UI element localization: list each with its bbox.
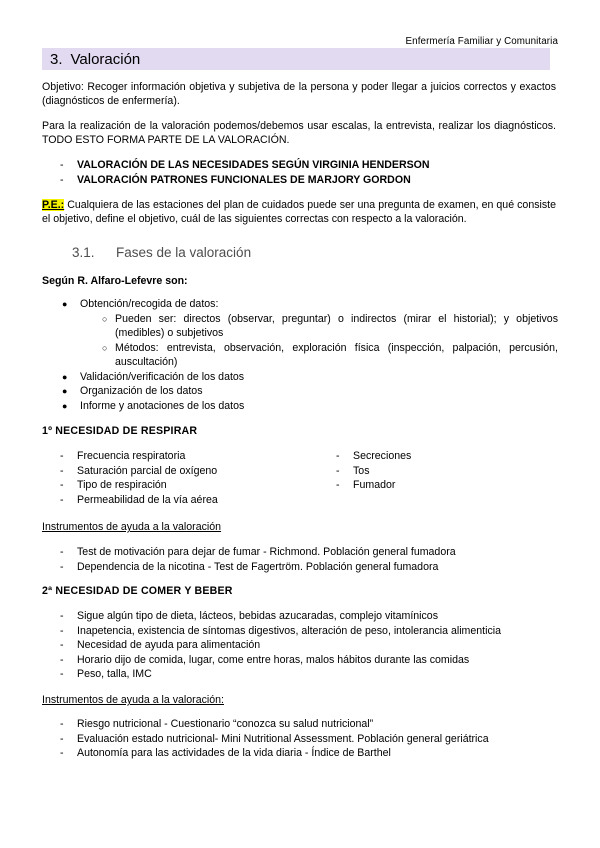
list-item (336, 449, 411, 464)
dash-marker: - (60, 653, 64, 666)
circle-marker: ○ (102, 313, 108, 324)
respirar-left-4: Permeabilidad de la vía aérea (77, 493, 218, 506)
dash-marker: - (336, 479, 340, 491)
respirar-right-1: Secreciones (353, 450, 412, 462)
pe-label: P.E.: (42, 199, 65, 211)
dash-marker: - (60, 668, 64, 680)
segun-line: Según R. Alfaro-Lefevre son: (42, 275, 188, 287)
section-number: 3. (50, 50, 63, 68)
bullet-marker: ● (62, 386, 68, 396)
section-title: Valoración (70, 50, 141, 68)
valoracion-gordon: VALORACIÓN PATRONES FUNCIONALES DE MARJORY GORDON (77, 173, 411, 186)
list-item (60, 449, 218, 464)
dash-marker: - (60, 610, 64, 622)
list-item (60, 158, 430, 173)
list-item (60, 746, 489, 761)
subsection-heading (72, 245, 251, 260)
fase-sub-list (102, 312, 558, 370)
dash-marker: - (60, 639, 64, 651)
list-item (60, 545, 456, 560)
running-header: Enfermería Familiar y Comunitaria (405, 36, 558, 47)
subsection-title: Fases de la valoración (116, 245, 252, 260)
realizacion-paragraph: Para la realización de la valoración podemos/debemos usar escalas, la entrevista, realizar los diagnósticos. TODO ESTO FORMA PARTE DE LA VALORACIÓN. (42, 120, 556, 147)
list-item (60, 493, 218, 508)
dash-marker: - (60, 464, 64, 477)
respirar-right-3: Fumador (353, 479, 396, 491)
respirar-left-1: Frecuencia respiratoria (77, 450, 186, 462)
dash-marker: - (60, 718, 64, 730)
respirar-instrumentos-heading: Instrumentos de ayuda a la valoración (42, 521, 222, 533)
comer-heading: 2ª NECESIDAD DE COMER Y BEBER (42, 585, 233, 597)
respirar-heading: 1º NECESIDAD DE RESPIRAR (42, 425, 198, 437)
fase-item-3: Organización de los datos (80, 385, 203, 397)
valoracion-henderson: VALORACIÓN DE LAS NECESIDADES SEGÚN VIRGINIA HENDERSON (77, 159, 430, 171)
dash-marker: - (60, 159, 64, 171)
section-heading-bar (42, 48, 550, 70)
respirar-right-2: Tos (353, 464, 370, 477)
list-item (62, 370, 558, 385)
sub-list-item (102, 312, 558, 341)
list-item (60, 560, 456, 575)
list-item (336, 464, 411, 479)
list-item (62, 384, 558, 399)
comer-item-1: Sigue algún tipo de dieta, lácteos, bebidas azucaradas, complejo vitamínicos (77, 610, 438, 622)
fase-item-2: Validación/verificación de los datos (80, 370, 245, 383)
list-item (60, 173, 430, 188)
dash-marker: - (60, 560, 64, 573)
list-item (60, 478, 218, 493)
respirar-instrumentos-list (60, 545, 456, 574)
list-item (60, 667, 501, 682)
respirar-instr-2: Dependencia de la nicotina - Test de Fagertröm. Población general fumadora (77, 560, 439, 573)
comer-list (60, 609, 501, 682)
valoracion-list (60, 158, 430, 187)
list-item (62, 297, 558, 312)
bullet-marker: ● (62, 299, 68, 309)
dash-marker: - (60, 493, 64, 506)
respirar-instr-1: Test de motivación para dejar de fumar - Richmond. Población general fumadora (77, 546, 456, 558)
bullet-marker: ● (62, 371, 68, 382)
comer-instr-2: Evaluación estado nutricional- Mini Nutritional Assessment. Población general geriátrica (77, 732, 489, 745)
circle-marker: ○ (102, 342, 108, 353)
dash-marker: - (60, 173, 64, 186)
dash-marker: - (60, 450, 64, 462)
comer-instr-1: Riesgo nutricional - Cuestionario “conozca su salud nutricional” (77, 718, 374, 730)
comer-item-4: Horario dijo de comida, lugar, come entre horas, malos hábitos durante las comidas (77, 653, 470, 666)
dash-marker: - (60, 546, 64, 558)
dash-marker: - (336, 450, 340, 462)
respirar-left-2: Saturación parcial de oxígeno (77, 464, 218, 477)
sub-list-item (102, 341, 558, 370)
respirar-left-3: Tipo de respiración (77, 479, 167, 491)
bullet-marker: ● (62, 400, 68, 411)
list-item (60, 717, 489, 732)
objetivo-paragraph: Objetivo: Recoger información objetiva y subjetiva de la persona y poder llegar a juicios correctos y exactos (diagnósticos de enfermería). (42, 81, 556, 108)
fase-sub-1: Pueden ser: directos (observar, preguntar) o indirectos (mirar el historial); y objetivos (medibles) o subjetivos (115, 312, 558, 339)
respirar-left-list (60, 449, 218, 507)
comer-item-3: Necesidad de ayuda para alimentación (77, 639, 261, 651)
pe-paragraph (42, 198, 556, 227)
comer-item-2: Inapetencia, existencia de síntomas digestivos, alteración de peso, intolerancia alimenticia (77, 624, 501, 637)
list-item (60, 464, 218, 479)
dash-marker: - (336, 464, 340, 477)
list-item (60, 638, 501, 653)
fases-list (62, 297, 558, 413)
subsection-number: 3.1. (72, 245, 95, 260)
dash-marker: - (60, 624, 64, 637)
fase-item-1: Obtención/recogida de datos: (80, 298, 219, 310)
list-item (336, 478, 411, 493)
comer-instrumentos-heading: Instrumentos de ayuda a la valoración: (42, 694, 224, 706)
dash-marker: - (60, 747, 64, 759)
fase-sub-2: Métodos: entrevista, observación, exploración física (inspección, palpación, percusión, auscultación) (115, 341, 558, 368)
list-item (60, 653, 501, 668)
list-item (60, 732, 489, 747)
dash-marker: - (60, 732, 64, 745)
comer-instr-3: Autonomía para las actividades de la vida diaria - Índice de Barthel (77, 747, 391, 759)
list-item (60, 624, 501, 639)
list-item (62, 399, 558, 414)
fase-item-4: Informe y anotaciones de los datos (80, 399, 245, 412)
comer-instrumentos-list (60, 717, 489, 761)
pe-text: Cualquiera de las estaciones del plan de cuidados puede ser una pregunta de examen, en qué consiste el objetivo, define el objetivo, cuál de las siguientes correctas con respecto a la valoración. (42, 199, 556, 226)
dash-marker: - (60, 479, 64, 491)
respirar-right-list (336, 449, 411, 493)
list-item (60, 609, 501, 624)
comer-item-5: Peso, talla, IMC (77, 668, 152, 680)
respirar-columns (60, 449, 440, 509)
